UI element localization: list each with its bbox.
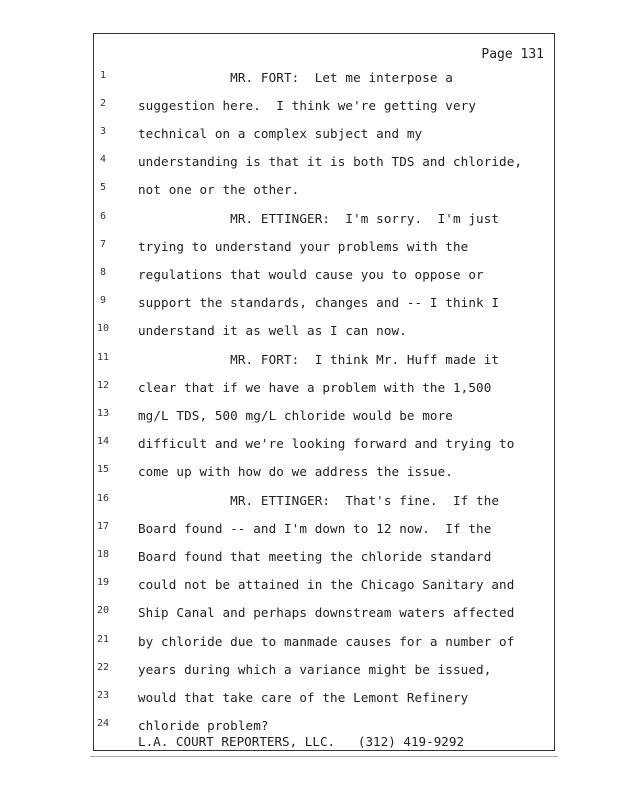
transcript-line: technical on a complex subject and my — [138, 126, 423, 141]
line-number: 17 — [96, 521, 110, 532]
line-number: 22 — [96, 662, 110, 673]
transcript-line: by chloride due to manmade causes for a number of — [138, 634, 515, 649]
transcript-line: MR. FORT: Let me interpose a — [138, 70, 453, 85]
line-number: 12 — [96, 380, 110, 391]
line-number: 2 — [99, 98, 107, 109]
transcript-page — [93, 33, 555, 751]
line-number: 15 — [96, 464, 110, 475]
line-number: 6 — [99, 211, 107, 222]
transcript-line: clear that if we have a problem with the 1,500 — [138, 380, 492, 395]
line-number: 16 — [96, 493, 110, 504]
line-number: 14 — [96, 436, 110, 447]
line-number: 3 — [99, 126, 107, 137]
court-reporter-footer: L.A. COURT REPORTERS, LLC. (312) 419-9292 — [138, 734, 465, 749]
transcript-line: regulations that would cause you to oppose or — [138, 267, 484, 282]
transcript-line: MR. ETTINGER: That's fine. If the — [138, 493, 500, 508]
transcript-line: MR. ETTINGER: I'm sorry. I'm just — [138, 211, 500, 226]
line-number: 18 — [96, 549, 110, 560]
line-number: 19 — [96, 577, 110, 588]
transcript-line: could not be attained in the Chicago Sanitary and — [138, 577, 515, 592]
transcript-line: would that take care of the Lemont Refinery — [138, 690, 469, 705]
transcript-line: not one or the other. — [138, 182, 300, 197]
transcript-line: mg/L TDS, 500 mg/L chloride would be more — [138, 408, 453, 423]
transcript-line: Ship Canal and perhaps downstream waters affected — [138, 605, 515, 620]
transcript-line: Board found that meeting the chloride standard — [138, 549, 492, 564]
line-number: 13 — [96, 408, 110, 419]
line-number: 21 — [96, 634, 110, 645]
transcript-line: understanding is that it is both TDS and chloride, — [138, 154, 523, 169]
transcript-line: suggestion here. I think we're getting very — [138, 98, 477, 113]
line-number: 8 — [99, 267, 107, 278]
line-number: 10 — [96, 323, 110, 334]
transcript-line: difficult and we're looking forward and trying to — [138, 436, 515, 451]
line-number: 1 — [99, 70, 107, 81]
line-number: 7 — [99, 239, 107, 250]
line-number: 20 — [96, 605, 110, 616]
transcript-line: Board found -- and I'm down to 12 now. If the — [138, 521, 492, 536]
transcript-line: trying to understand your problems with the — [138, 239, 469, 254]
line-number: 5 — [99, 182, 107, 193]
scan-bottom-edge — [90, 756, 558, 757]
line-number: 9 — [99, 295, 107, 306]
transcript-line: understand it as well as I can now. — [138, 323, 407, 338]
transcript-line: years during which a variance might be issued, — [138, 662, 492, 677]
transcript-line: MR. FORT: I think Mr. Huff made it — [138, 352, 500, 367]
transcript-line: come up with how do we address the issue. — [138, 464, 453, 479]
line-number: 11 — [96, 352, 110, 363]
line-number: 23 — [96, 690, 110, 701]
page-number: Page 131 — [481, 47, 544, 62]
transcript-line: chloride problem? — [138, 718, 269, 733]
line-number: 4 — [99, 154, 107, 165]
transcript-line: support the standards, changes and -- I think I — [138, 295, 500, 310]
line-number: 24 — [96, 718, 110, 729]
